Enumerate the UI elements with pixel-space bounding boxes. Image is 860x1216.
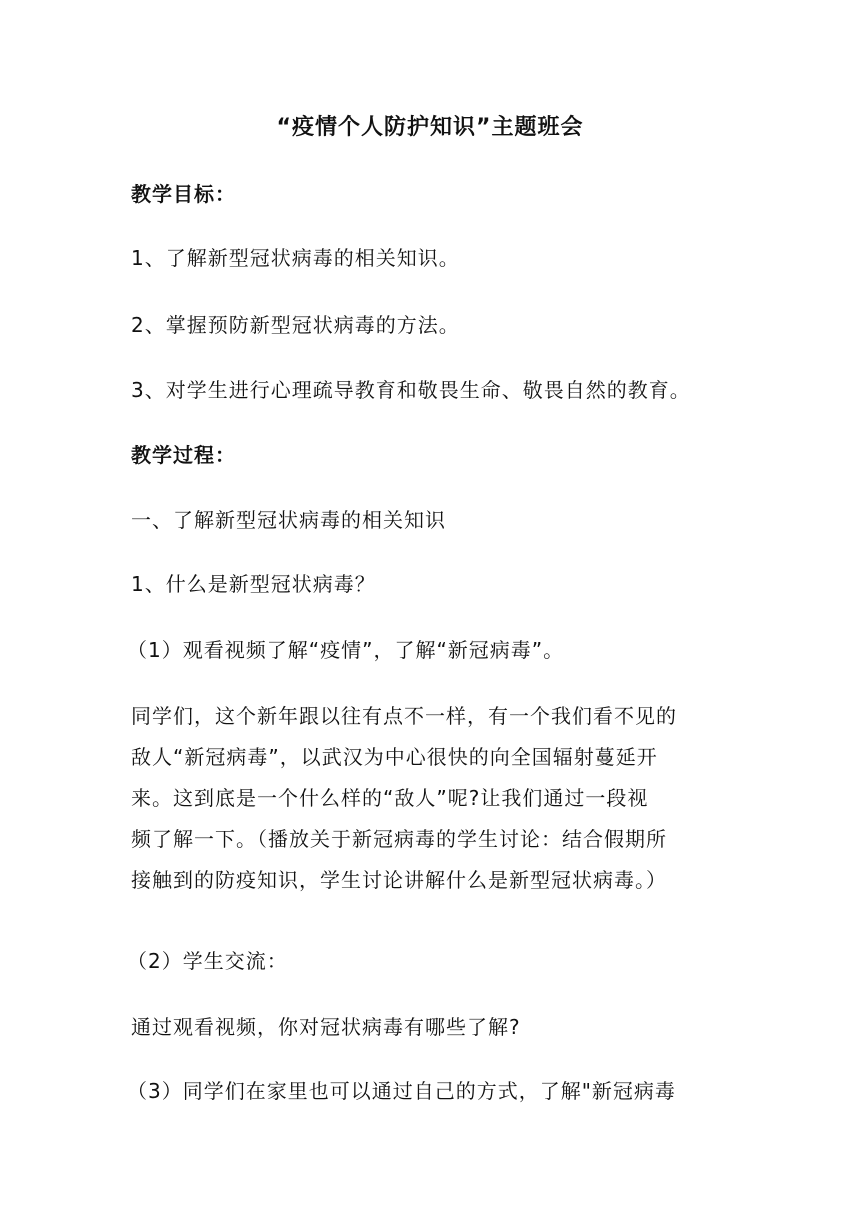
section1-heading: 一、了解新型冠状病毒的相关知识 [131,508,446,532]
step-2: （2）学生交流： [127,949,288,973]
paragraph-line-1: 同学们，这个新年跟以往有点不一样，有一个我们看不见的 [131,704,677,728]
intro-paragraph [131,696,741,901]
objective-item-2: 2、掌握预防新型冠状病毒的方法。 [131,313,460,337]
objective-item-3: 3、对学生进行心理疏导教育和敬畏生命、敬畏自然的教育。 [131,378,691,402]
document-title: “疫情个人防护知识”主题班会 [276,115,584,140]
objective-item-1: 1、了解新型冠状病毒的相关知识。 [131,246,460,270]
step-1: （1）观看视频了解“疫情”，了解“新冠病毒”。 [127,638,565,662]
paragraph-line-4: 频了解一下。（播放关于新冠病毒的学生讨论：结合假期所 [131,827,667,851]
question-1: 1、什么是新型冠状病毒？ [131,572,376,596]
paragraph-line-3: 来。这到底是一个什么样的“敌人”呢?让我们通过一段视 [131,786,649,810]
step-2-question: 通过观看视频，你对冠状病毒有哪些了解? [131,1015,521,1039]
process-heading: 教学过程： [131,443,236,467]
paragraph-line-2: 敌人“新冠病毒”，以武汉为中心很快的向全国辐射蔓延开 [131,745,658,769]
objectives-heading: 教学目标： [131,182,236,206]
step-3: （3）同学们在家里也可以通过自己的方式，了解"新冠病毒 [127,1079,676,1103]
paragraph-line-5: 接触到的防疫知识，学生讨论讲解什么是新型冠状病毒。） [131,868,667,892]
